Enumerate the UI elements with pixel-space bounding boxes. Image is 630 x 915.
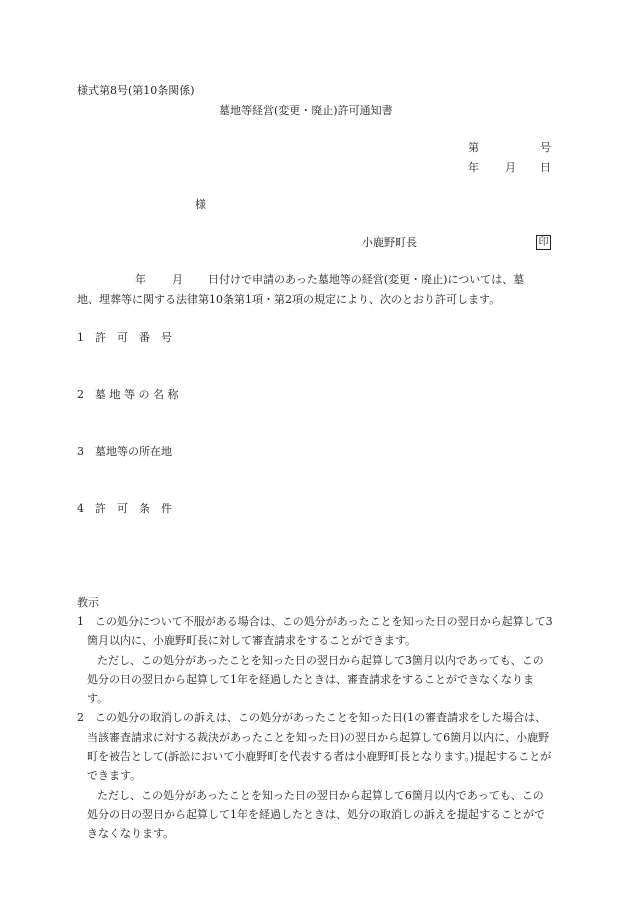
document-title: 墓地等経営(変更・廃止)許可通知書 xyxy=(219,104,393,117)
form-number: 様式第8号(第10条関係) xyxy=(77,84,195,97)
intro-year: 年 xyxy=(135,273,146,286)
item-3-label: 墓地等の所在地 xyxy=(95,445,172,458)
intro-text-line1: 日付けで申請のあった墓地等の経営(変更・廃止)については、墓 xyxy=(208,273,525,286)
notice-heading: 教示 xyxy=(77,596,99,609)
item-1-label: 許 可 番 号 xyxy=(95,331,172,344)
number-suffix: 号 xyxy=(540,141,551,154)
seal-mark: 印 xyxy=(536,235,551,250)
notice-item-2-note: ただし、この処分があったことを知った日の翌日から起算して6箇月以内であっても、この処分の日の翌日から起算して1年を経過したときは、処分の取消しの訴えを提起することができなくなります。 xyxy=(87,788,545,841)
addressee-suffix: 様 xyxy=(195,198,206,211)
date-year: 年 xyxy=(468,161,479,174)
notice-item-2: 2 この処分の取消しの訴えは、この処分があったことを知った日(1の審査請求をした場合は、当該審査請求に対する裁決があったことを知った日)の翌日から起算して6箇月以内に、小鹿野町を被告として(訴訟において小鹿野町を代表する者は小鹿野町長となります。)提起することができます。 xyxy=(77,711,552,783)
notice-body xyxy=(77,612,553,844)
notice-item-1-note: ただし、この処分があったことを知った日の翌日から起算して3箇月以内であっても、この処分の日の翌日から起算して1年を経過したときは、審査請求をすることができなくなります。 xyxy=(87,653,544,706)
intro-text-line2: 地、埋葬等に関する法律第10条第1項・第2項の規定により、次のとおり許可します。 xyxy=(77,293,501,306)
intro-month: 月 xyxy=(172,273,183,286)
item-4-label: 許 可 条 件 xyxy=(95,502,172,515)
issuer-name: 小鹿野町長 xyxy=(362,236,417,249)
notice-item-1: 1 この処分について不服がある場合は、この処分があったことを知った日の翌日から起算して3箇月以内に、小鹿野町長に対して審査請求をすることができます。 xyxy=(77,615,553,648)
item-2-number: 2 xyxy=(77,388,84,401)
number-prefix: 第 xyxy=(468,141,479,154)
date-day: 日 xyxy=(540,161,551,174)
item-2-label: 墓 地 等 の 名 称 xyxy=(95,388,179,401)
item-1-number: 1 xyxy=(77,331,84,344)
item-4-number: 4 xyxy=(77,502,84,515)
date-month: 月 xyxy=(505,161,516,174)
item-3-number: 3 xyxy=(77,445,84,458)
